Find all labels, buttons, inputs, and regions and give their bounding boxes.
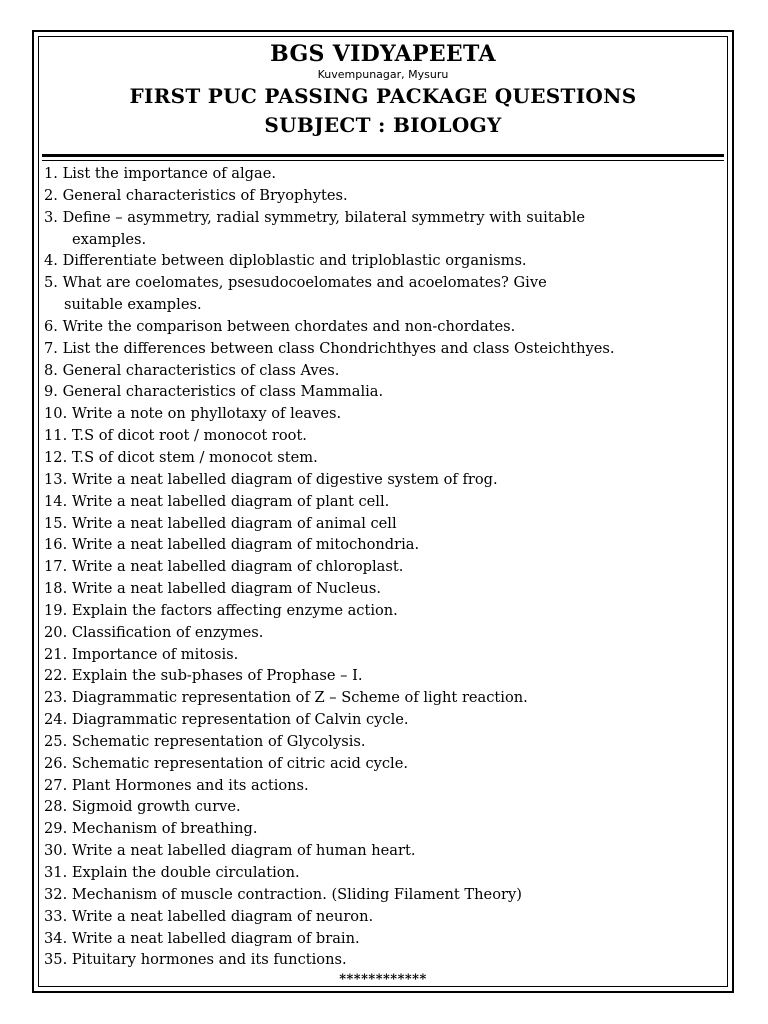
- question-item: [44, 709, 730, 731]
- question-text: 4. Differentiate between diploblastic and triploblastic organisms.: [44, 252, 527, 270]
- question-text-continued: examples.: [72, 230, 147, 248]
- question-item: [44, 775, 730, 797]
- question-text: 11. T.S of dicot root / monocot root.: [44, 427, 307, 445]
- question-item: [44, 425, 730, 447]
- question-text: 32. Mechanism of muscle contraction. (Sliding Filament Theory): [44, 885, 522, 903]
- question-item: [44, 840, 730, 862]
- header-divider-thick: [42, 154, 724, 157]
- question-text: 29. Mechanism of breathing.: [44, 820, 258, 838]
- question-item: [44, 687, 730, 709]
- header-divider-thin: [42, 160, 724, 161]
- question-text: 3. Define – asymmetry, radial symmetry, bilateral symmetry with suitable: [44, 208, 586, 226]
- question-text: 19. Explain the factors affecting enzyme action.: [44, 601, 398, 619]
- question-text: 30. Write a neat labelled diagram of human heart.: [44, 842, 416, 860]
- question-item: [44, 578, 730, 600]
- question-text: 14. Write a neat labelled diagram of plant cell.: [44, 492, 390, 510]
- question-text: 34. Write a neat labelled diagram of brain.: [44, 929, 360, 947]
- question-item: [44, 862, 730, 884]
- question-text: 16. Write a neat labelled diagram of mitochondria.: [44, 536, 420, 554]
- question-item: [44, 469, 730, 491]
- question-item: [44, 644, 730, 666]
- question-text: 8. General characteristics of class Aves.: [44, 361, 340, 379]
- question-item: [44, 665, 730, 687]
- question-text: 22. Explain the sub-phases of Prophase – I.: [44, 667, 363, 685]
- question-text: 1. List the importance of algae.: [44, 165, 276, 182]
- question-item: [44, 403, 730, 425]
- question-text: 2. General characteristics of Bryophytes.: [44, 186, 348, 204]
- question-list: [44, 163, 730, 971]
- question-item: [44, 447, 730, 469]
- question-text: 28. Sigmoid growth curve.: [44, 798, 241, 816]
- question-item: [44, 534, 730, 556]
- question-item: [44, 381, 730, 403]
- question-item: [44, 316, 730, 338]
- question-text: 6. Write the comparison between chordates and non-chordates.: [44, 317, 516, 335]
- end-marker: ************: [339, 972, 427, 987]
- school-location: Kuvempunagar, Mysuru: [317, 68, 449, 81]
- question-text: 13. Write a neat labelled diagram of digestive system of frog.: [44, 470, 498, 488]
- document-subject: SUBJECT : BIOLOGY: [264, 113, 502, 137]
- question-text: 24. Diagrammatic representation of Calvin cycle.: [44, 711, 409, 729]
- question-item: [44, 906, 730, 928]
- question-text: 9. General characteristics of class Mammalia.: [44, 383, 384, 401]
- question-text: 10. Write a note on phyllotaxy of leaves.: [44, 405, 342, 423]
- question-item: [44, 949, 730, 971]
- question-item: [44, 884, 730, 906]
- question-item: [44, 622, 730, 644]
- question-text: 15. Write a neat labelled diagram of animal cell: [44, 514, 397, 532]
- question-text-continued: suitable examples.: [64, 296, 202, 314]
- question-item: [44, 185, 730, 207]
- question-text: 35. Pituitary hormones and its functions.: [44, 951, 347, 969]
- question-item: [44, 491, 730, 513]
- question-text: 18. Write a neat labelled diagram of Nucleus.: [44, 580, 382, 598]
- question-text: 7. List the differences between class Chondrichthyes and class Osteichthyes.: [44, 339, 615, 357]
- question-item: [44, 163, 730, 185]
- question-item: [44, 818, 730, 840]
- question-text: 17. Write a neat labelled diagram of chloroplast.: [44, 558, 404, 576]
- page-border-outer: [32, 30, 734, 993]
- question-item: [44, 250, 730, 272]
- question-item: [44, 928, 730, 950]
- question-text: 31. Explain the double circulation.: [44, 864, 300, 881]
- question-text: 5. What are coelomates, psesudocoelomates and acoelomates? Give: [44, 274, 547, 292]
- question-text: 21. Importance of mitosis.: [44, 645, 239, 663]
- question-item: [44, 272, 730, 316]
- school-name: BGS VIDYAPEETA: [270, 41, 496, 67]
- question-text: 12. T.S of dicot stem / monocot stem.: [44, 448, 318, 466]
- question-text: 20. Classification of enzymes.: [44, 623, 264, 641]
- question-item: [44, 600, 730, 622]
- question-text: 26. Schematic representation of citric acid cycle.: [44, 754, 408, 772]
- question-item: [44, 731, 730, 753]
- question-text: 23. Diagrammatic representation of Z – Scheme of light reaction.: [44, 689, 528, 707]
- question-text: 33. Write a neat labelled diagram of neuron.: [44, 907, 374, 925]
- question-item: [44, 360, 730, 382]
- document-title: FIRST PUC PASSING PACKAGE QUESTIONS: [129, 84, 637, 108]
- question-item: [44, 796, 730, 818]
- question-item: [44, 338, 730, 360]
- question-item: [44, 207, 730, 251]
- question-item: [44, 556, 730, 578]
- question-text: 27. Plant Hormones and its actions.: [44, 776, 309, 794]
- question-text: 25. Schematic representation of Glycolysis.: [44, 732, 366, 750]
- question-item: [44, 753, 730, 775]
- question-item: [44, 513, 730, 535]
- document-header: [34, 40, 732, 140]
